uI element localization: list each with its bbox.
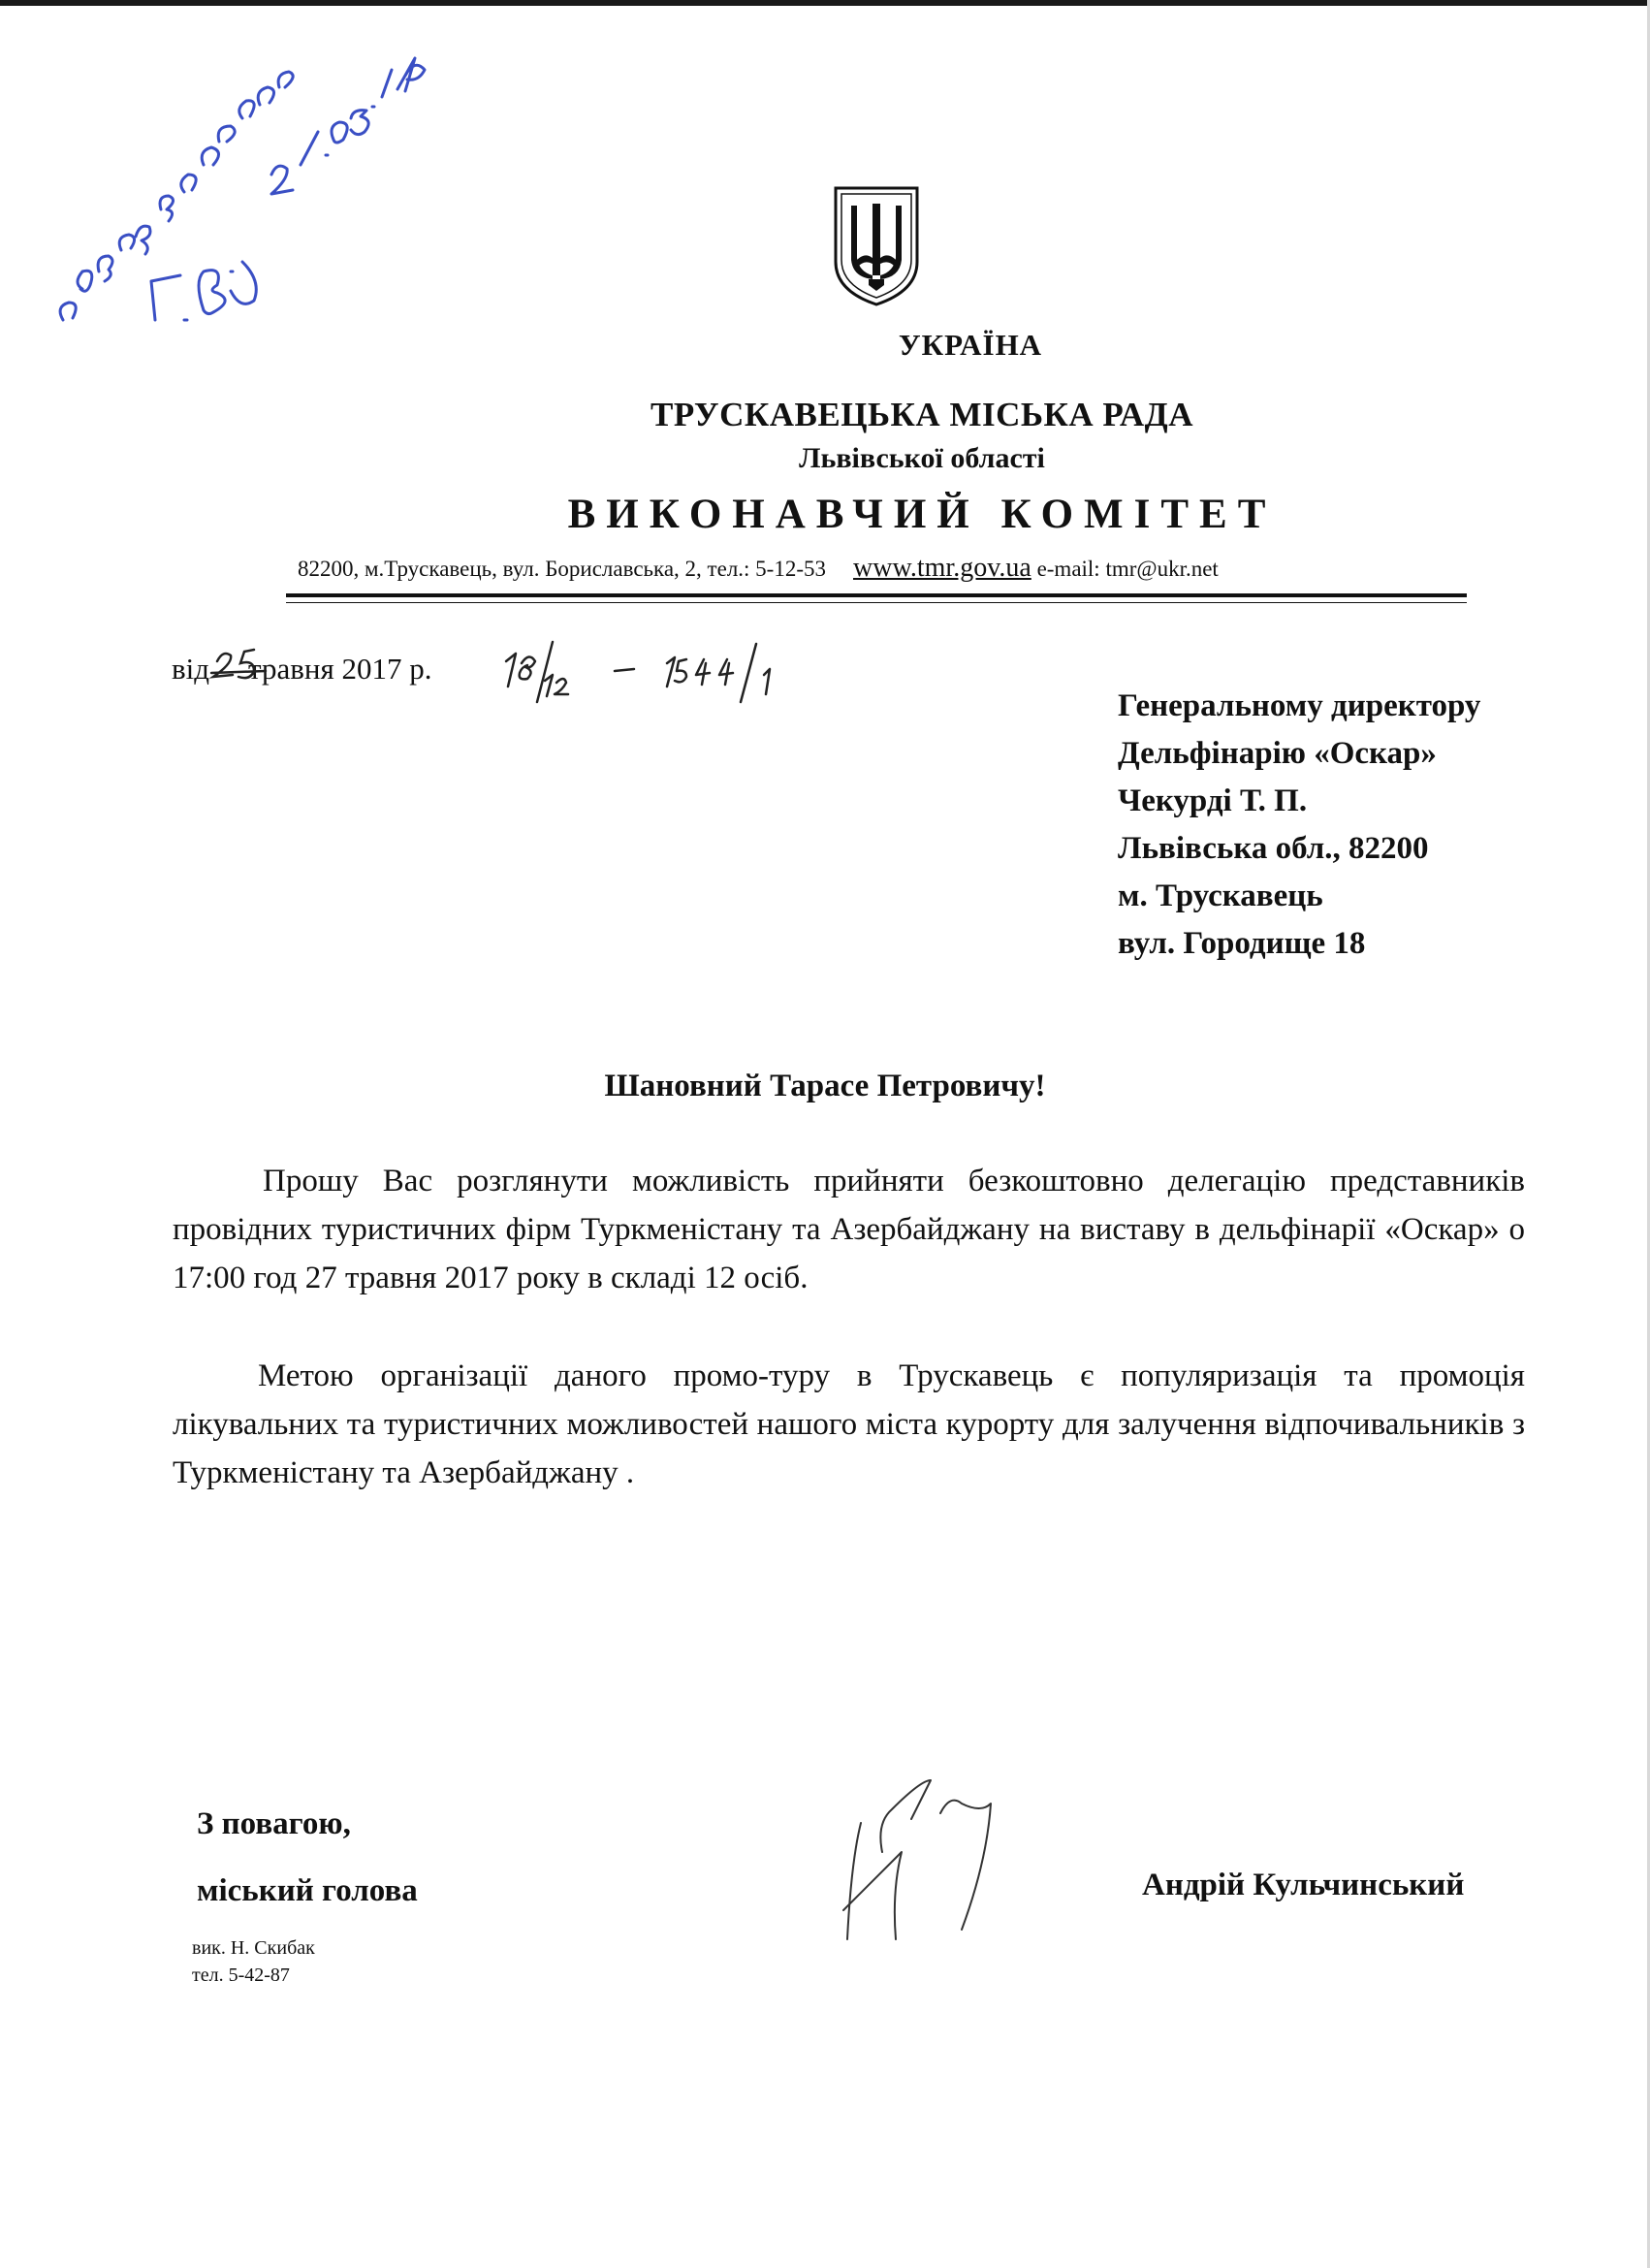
address-text: 82200, м.Трускавець, вул. Бориславська, 2, тел.: 5-12-53 — [298, 557, 827, 581]
signer-name: Андрій Кульчинський — [1142, 1868, 1465, 1902]
region-title: Львівської області — [799, 442, 1045, 474]
handwritten-day-number — [209, 644, 268, 683]
body-paragraph-2: Метою організації даного промо-туру в Трускавець є популяризація та промоція лікувальних та туристичних можливостей нашого міста курорту для залучення відпочивальників з Туркменістану та Азербайджану . — [173, 1358, 1525, 1490]
country-title: УКРАЇНА — [898, 328, 1043, 362]
date-month-year: травня 2017 р. — [248, 652, 432, 686]
recipient-address-block — [1118, 683, 1480, 968]
letterhead-contacts — [298, 553, 1219, 584]
email-text: e-mail: tmr@ukr.net — [1036, 557, 1219, 581]
recipient-line: м. Трускавець — [1118, 878, 1323, 913]
committee-title: ВИКОНАВЧИЙ КОМІТЕТ — [567, 492, 1277, 537]
council-title: ТРУСКАВЕЦЬКА МІСЬКА РАДА — [650, 396, 1193, 433]
executor-phone: тел. 5-42-87 — [192, 1965, 290, 1986]
website-link[interactable]: www.tmr.gov.ua — [853, 553, 1031, 583]
recipient-line: Генеральному директору — [1118, 688, 1481, 723]
recipient-line: вул. Городище 18 — [1118, 926, 1366, 961]
closing-position: міський голова — [197, 1873, 418, 1908]
letterhead-rule-thin — [286, 602, 1467, 603]
closing-regards: З повагою, — [197, 1806, 351, 1841]
handwritten-approval-note — [39, 29, 446, 349]
body-paragraph-1: Прошу Вас розглянути можливість прийняти безкоштовно делегацію представників провідних туристичних фірм Туркменістану та Азербайджану на виставу в дельфінарії «Оскар» о 17:00 год 27 травня 2017 року в складі 12 осіб. — [173, 1164, 1525, 1295]
executor-info — [192, 1934, 315, 1989]
recipient-line: Чекурді Т. П. — [1118, 783, 1308, 818]
recipient-line: Дельфінарію «Оскар» — [1118, 736, 1437, 771]
recipient-line: Львівська обл., 82200 — [1118, 831, 1429, 866]
handwritten-signature — [814, 1765, 1037, 1949]
date-prefix: від — [172, 652, 210, 686]
letterhead-rule-thick — [286, 593, 1467, 597]
handwritten-registration-number — [496, 640, 807, 708]
executor-name: вик. Н. Скибак — [192, 1937, 315, 1959]
scan-top-edge — [0, 0, 1650, 6]
ukraine-trident-icon — [830, 182, 923, 308]
salutation: Шановний Тарасе Петровичу! — [604, 1069, 1046, 1103]
